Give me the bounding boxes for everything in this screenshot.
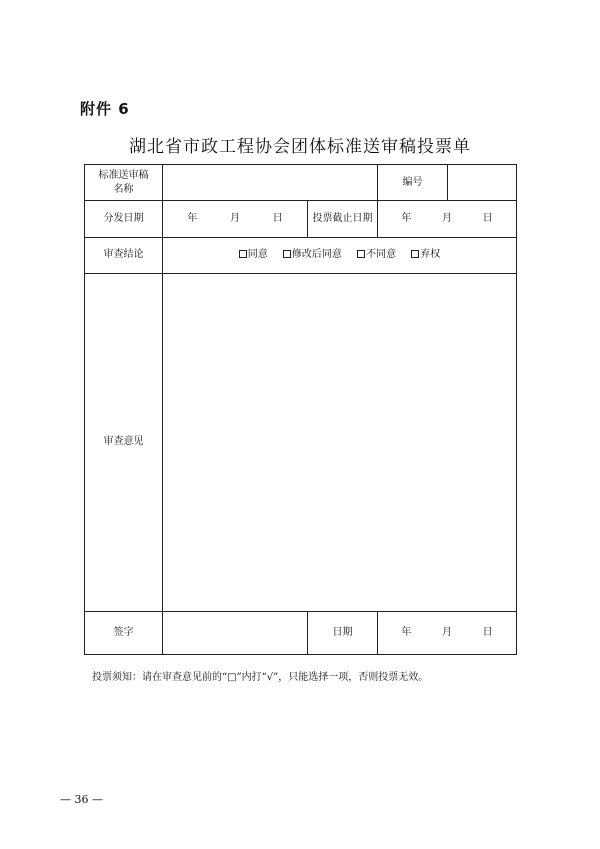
form-title: 湖北省市政工程协会团体标准送审稿投票单 bbox=[129, 137, 471, 157]
voting-notice: 投票须知：请在审查意见前的“□”内打“√”，只能选择一项，否则投票无效。 bbox=[92, 672, 429, 683]
option-agree-with-changes-label: 修改后同意 bbox=[291, 249, 342, 261]
dist-day-label: 日 bbox=[272, 213, 283, 225]
option-disagree-label: 不同意 bbox=[366, 249, 397, 261]
checkbox-icon[interactable] bbox=[411, 250, 419, 258]
opinion-field[interactable] bbox=[163, 274, 517, 611]
option-disagree[interactable] bbox=[357, 249, 396, 260]
dist-month-label: 月 bbox=[229, 213, 240, 225]
row-opinion bbox=[85, 274, 517, 611]
vote-form-table bbox=[84, 164, 517, 655]
option-agree[interactable] bbox=[239, 249, 268, 260]
option-agree-with-changes[interactable] bbox=[283, 249, 342, 260]
standard-name-label-line2: 名称 bbox=[113, 183, 134, 195]
checkbox-icon[interactable] bbox=[357, 250, 365, 258]
deadline-day-label: 日 bbox=[482, 213, 493, 225]
signature-field[interactable] bbox=[163, 611, 308, 654]
number-field[interactable] bbox=[448, 165, 517, 201]
row-signature bbox=[85, 611, 517, 654]
standard-name-label-line1: 标准送审稿 bbox=[98, 169, 149, 181]
row-standard-name bbox=[85, 165, 517, 201]
sign-day-label: 日 bbox=[482, 626, 493, 638]
deadline-month-label: 月 bbox=[441, 213, 452, 225]
number-label: 编号 bbox=[378, 165, 448, 201]
deadline-year-label: 年 bbox=[401, 213, 412, 225]
signature-label: 签字 bbox=[85, 611, 163, 654]
dist-year-label: 年 bbox=[187, 213, 198, 225]
attachment-label: 附件 6 bbox=[80, 100, 130, 118]
checkbox-icon[interactable] bbox=[283, 250, 291, 258]
row-conclusion bbox=[85, 237, 517, 273]
option-agree-label: 同意 bbox=[247, 249, 268, 261]
conclusion-label: 审查结论 bbox=[85, 237, 163, 273]
deadline-label: 投票截止日期 bbox=[308, 201, 378, 237]
distribution-date-field[interactable] bbox=[163, 201, 308, 237]
option-abstain-label: 弃权 bbox=[420, 249, 441, 261]
sign-year-label: 年 bbox=[401, 626, 412, 638]
standard-name-label bbox=[85, 165, 163, 201]
standard-name-field[interactable] bbox=[163, 165, 378, 201]
sign-date-label: 日期 bbox=[308, 611, 378, 654]
page-number: — 36 — bbox=[60, 793, 103, 806]
sign-date-field[interactable] bbox=[378, 611, 517, 654]
option-abstain[interactable] bbox=[411, 249, 440, 260]
deadline-date-field[interactable] bbox=[378, 201, 517, 237]
conclusion-options bbox=[163, 237, 517, 273]
checkbox-icon[interactable] bbox=[239, 250, 247, 258]
opinion-label: 审查意见 bbox=[85, 274, 163, 611]
sign-month-label: 月 bbox=[441, 626, 452, 638]
row-dates bbox=[85, 201, 517, 237]
distribution-date-label: 分发日期 bbox=[85, 201, 163, 237]
